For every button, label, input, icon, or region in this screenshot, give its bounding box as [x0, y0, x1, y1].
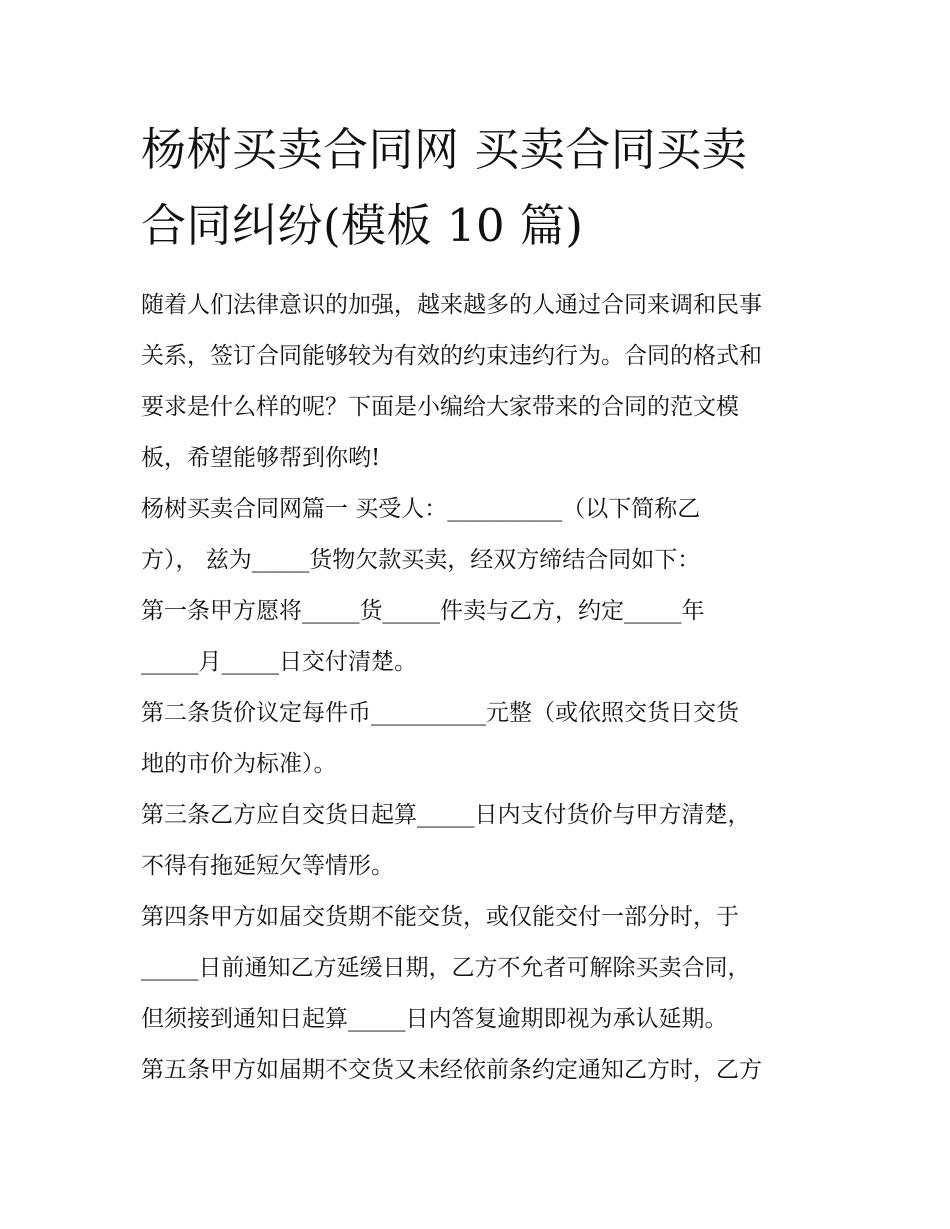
text-line: _____月_____日交付清楚。 — [141, 649, 417, 675]
article-two-paragraph — [141, 688, 821, 790]
text-line: 关系，签订合同能够较为有效的约束违约行为。合同的格式和 — [141, 343, 762, 369]
title-line: 杨树买卖合同网 买卖合同买卖 — [141, 123, 748, 176]
intro-paragraph — [141, 280, 821, 484]
article-one-paragraph — [141, 586, 821, 688]
text-line: 方）， 兹为_____货物欠款买卖，经双方缔结合同如下： — [141, 547, 701, 573]
text-line: 地的市价为标准）。 — [141, 751, 337, 777]
text-line: 板，希望能够帮到你哟! — [141, 445, 381, 471]
document-title — [141, 112, 821, 264]
text-line: 不得有拖延短欠等情形。 — [141, 853, 394, 879]
title-line: 合同纠纷(模板 10 篇) — [141, 199, 584, 252]
text-line: 随着人们法律意识的加强，越来越多的人通过合同来调和民事 — [141, 292, 762, 318]
text-line: 杨树买卖合同网篇一 买受人：__________（以下简称乙 — [141, 496, 701, 522]
text-line: 第五条甲方如届期不交货又未经依前条约定通知乙方时，乙方 — [141, 1057, 762, 1083]
section-one-paragraph — [141, 484, 821, 586]
article-three-paragraph — [141, 790, 821, 892]
text-line: 但须接到通知日起算_____日内答复逾期即视为承认延期。 — [141, 1006, 728, 1032]
text-line: _____日前通知乙方延缓日期，乙方不允者可解除买卖合同， — [141, 955, 751, 981]
article-five-paragraph — [141, 1045, 821, 1096]
article-four-paragraph — [141, 892, 821, 1045]
text-line: 第四条甲方如届交货期不能交货，或仅能交付一部分时，于 — [141, 904, 739, 930]
text-line: 要求是什么样的呢？下面是小编给大家带来的合同的范文模 — [141, 394, 739, 420]
text-line: 第一条甲方愿将_____货_____件卖与乙方，约定_____年 — [141, 598, 705, 624]
text-line: 第三条乙方应自交货日起算_____日内支付货价与甲方清楚， — [141, 802, 751, 828]
document-content — [141, 112, 821, 1096]
text-line: 第二条货价议定每件币__________元整（或依照交货日交货 — [141, 700, 739, 726]
